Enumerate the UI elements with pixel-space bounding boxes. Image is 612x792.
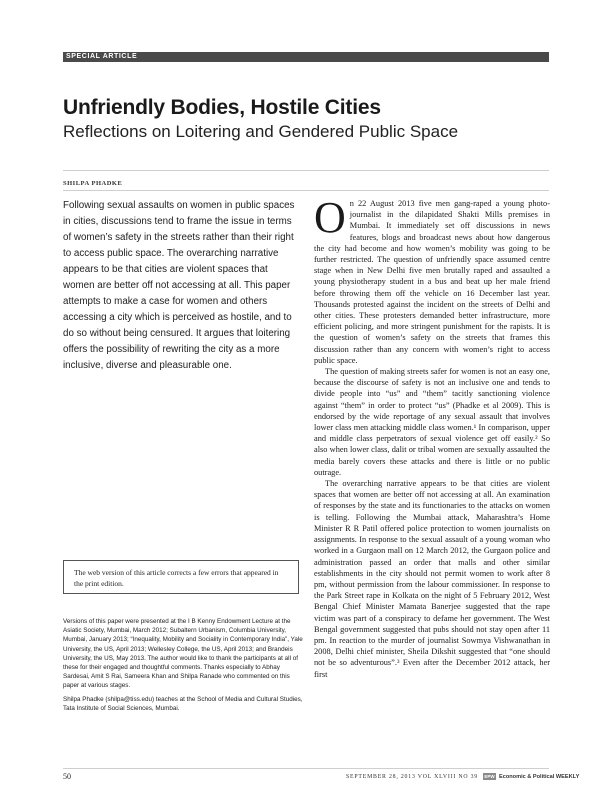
web-version-note: The web version of this article corrects a few errors that appeared in the print edition.: [63, 560, 299, 594]
article-subtitle: Reflections on Loitering and Gendered Public Space: [63, 122, 459, 141]
body-paragraph: The question of making streets safer for women is not an easy one, because the discourse of safety is not an inclusive one and tends to divide people into “us” and “them” tacitly sanctioning violence against “them” in order to protect “us” (Phadke et al 2009). This is endorsed by the wide reportage of any sexual assault that involves lower class men attacking middle class women.¹ In comparison, upper and middle class perpetrators of sexual violence get off easily.² So also when lower class, dalit or tribal women are sexually assaulted the media barely covers these attacks and there is little or no public outrage.: [314, 367, 550, 477]
author-affiliation: Shilpa Phadke (shilpa@tiss.edu) teaches at the School of Media and Cultural Studies, Tata Institute of Social Sciences, Mumbai.: [63, 695, 303, 712]
divider: [63, 170, 549, 171]
author-name: SHILPA PHADKE: [63, 180, 123, 187]
issue-info: SEPTEMBER 28, 2013 VOL XLVIII NO 39: [346, 774, 478, 780]
body-paragraph: On 22 August 2013 five men gang-raped a young photo-journalist in the dilapidated Shakti Mills premises in Mumbai. It immediately set off discussions in news features, blogs and broadcast news about how dangerous the city had become and how women’s mobility was going to be further restricted. The question of unfriendly space assumed centre stage when in New Delhi five men brutally raped and assaulted a young physiotherapy student in a bus and beat up her male friend before throwing them off the vehicle on 16 December last year. Thousands protested against the incident on the streets of Delhi and other cities. These protesters demanded better infrastructure, more efficient policing, and more stringent punishment for the rapists. It is the question of women’s safety on the streets that frames this discussion rather than any concern with women’s right to access public space.: [314, 198, 550, 365]
footer-divider: [63, 768, 549, 769]
article-title: Unfriendly Bodies, Hostile Cities: [63, 96, 381, 119]
acknowledgements: Versions of this paper were presented at the I B Kenny Endowment Lecture at the Asiatic Society, Mumbai, March 2012; Subaltern Urbanism, Columbia University, Mumbai, January 2013; “Inequality, Mobility and Sociality in Contemporary India”, Yale University, the US, April 2013; Wellesley College, the US, April 2013; and Brandeis University, the US, May 2013. The author would like to thank the participants at all of these for their engaged and thoughtful comments. Thanks especially to Abhay Sardesai, Amit S Rai, Sameera Khan and Shilpa Ranade who commented on this paper at various stages.: [63, 618, 303, 690]
abstract: Following sexual assaults on women in public spaces in cities, discussions tend to frame the issue in terms of women’s safety in the streets rather than their right to access public space. The overarching narrative appears to be that cities are violent spaces that women are better off not accessing at all. This paper attempts to make a case for women and others accessing a city which is perceived as hostile, and to do so without being censured. It argues that loitering offers the possibility of rewriting the city as a more inclusive, diverse and pleasurable one.: [63, 200, 295, 371]
article-body: [314, 198, 550, 758]
page-number: 50: [63, 772, 71, 781]
epw-logo-icon: EPW: [484, 774, 495, 779]
journal-name: Economic & Political WEEKLY: [499, 774, 580, 780]
body-paragraph: The overarching narrative appears to be that cities are violent spaces that women are better off not accessing at all. An examination of responses by the state and its functionaries to the attacks on women is telling. Following the Mumbai attack, Maharashtra’s Home Minister R R Patil offered police protection to women journalists on assignments. In response to the sexual assault of a young woman who worked in a Gurgaon mall on 12 March 2012, the Gurgaon police and administration passed an order that malls and other similar establishments in the city should not permit women to work after 8 pm, without permission from the labour commissioner. In response to the Park Street rape in Kolkata on the night of 5 February 2012, West Bengal Chief Minister Mamata Banerjee suggested that the rape victim was part of a conspiracy to defame her government. The West Bengal government suggested that pubs should not stay open after 11 pm. In reaction to the murder of journalist Sowmya Vishwanathan in 2008, Delhi chief minister, Sheila Dikshit suggested that “one should not be so adventurous”.³ Even after the December 2012 attack, her first: [314, 479, 550, 679]
author-footnote: [63, 617, 303, 717]
drop-cap: O: [314, 198, 346, 242]
divider: [63, 190, 549, 191]
section-label: SPECIAL ARTICLE: [63, 52, 549, 62]
